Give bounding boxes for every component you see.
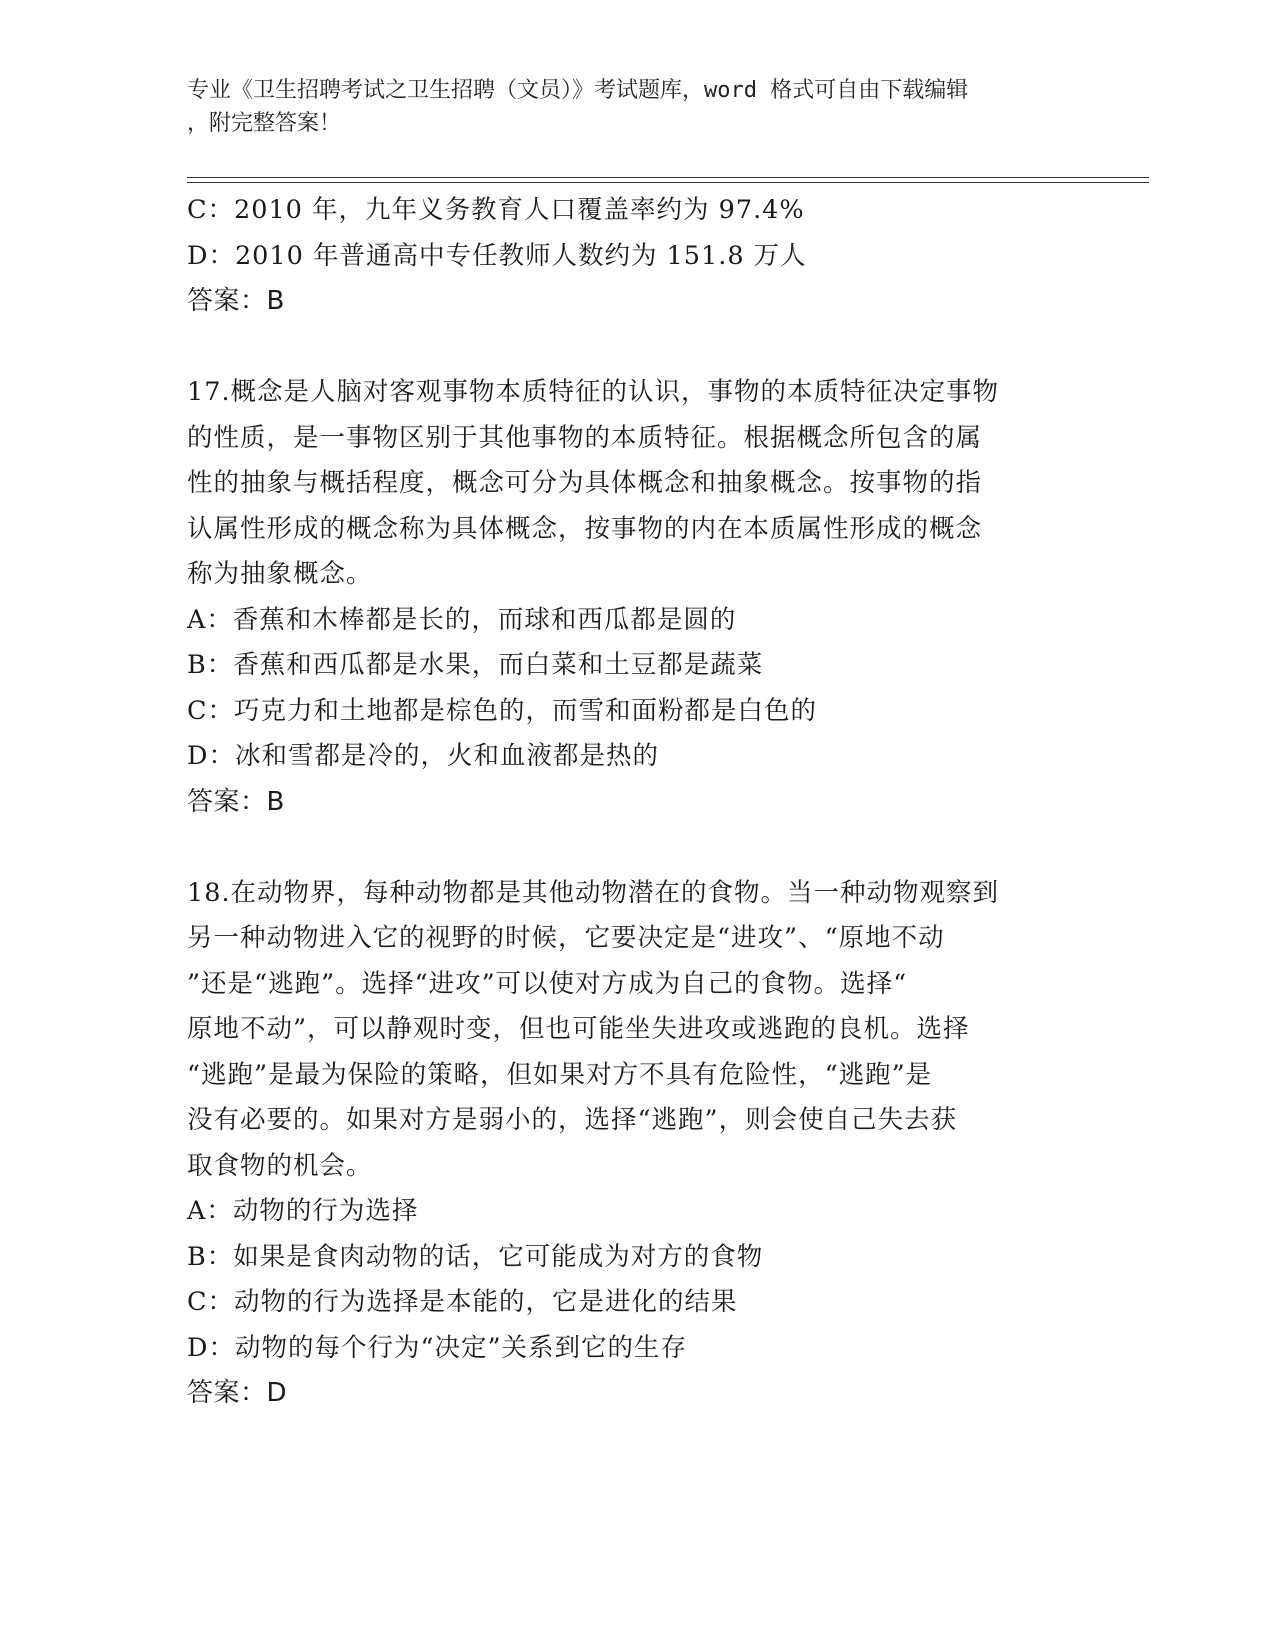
q18-option-c: C：动物的行为选择是本能的，它是进化的结果 xyxy=(187,1287,738,1317)
q17-option-c: C：巧克力和土地都是棕色的，而雪和面粉都是白色的 xyxy=(187,695,818,726)
q17-option-d: D：冰和雪都是冷的，火和血液都是热的 xyxy=(187,741,659,771)
prev-option-d: D：2010 年普通高中专任教师人数约为 151.8 万人 xyxy=(187,240,807,271)
q17-stem-line: 17.概念是人脑对客观事物本质特征的认识，事物的本质特征决定事物 xyxy=(187,377,1000,407)
header-divider-bottom xyxy=(187,182,1149,183)
spacer xyxy=(187,825,1087,871)
q17-stem-line: 的性质，是一事物区别于其他事物的本质特征。根据概念所包含的属 xyxy=(187,422,983,453)
question-content xyxy=(187,188,1087,1417)
q17-stem-line: 性的抽象与概括程度，概念可分为具体概念和抽象概念。按事物的指 xyxy=(187,468,983,498)
header-divider-top xyxy=(187,177,1149,178)
q18-option-d: D：动物的每个行为“决定”关系到它的生存 xyxy=(187,1332,688,1363)
q18-stem-line: ”还是“逃跑”。选择“进攻”可以使对方成为自己的食物。选择“ xyxy=(187,968,908,999)
q18-stem-line: 取食物的机会。 xyxy=(187,1150,373,1181)
header-title-line-1: 专业《卫生招聘考试之卫生招聘（文员）》考试题库，word 格式可自由下载编辑 xyxy=(187,78,969,103)
q18-answer: 答案：D xyxy=(187,1378,288,1408)
q18-stem-line: 原地不动”，可以静观时变，但也可能坐失进攻或逃跑的良机。选择 xyxy=(187,1014,970,1044)
prev-answer: 答案：B xyxy=(187,286,285,316)
q17-option-b: B：香蕉和西瓜都是水果，而白菜和土豆都是蔬菜 xyxy=(187,650,764,680)
page-header xyxy=(187,74,1087,140)
q18-stem-line: 18.在动物界，每种动物都是其他动物潜在的食物。当一种动物观察到 xyxy=(187,877,1000,908)
q18-option-b: B：如果是食肉动物的话，它可能成为对方的食物 xyxy=(187,1241,764,1272)
q17-option-a: A：香蕉和木棒都是长的，而球和西瓜都是圆的 xyxy=(187,604,737,635)
q18-stem-line: 没有必要的。如果对方是弱小的，选择“逃跑”，则会使自己失去获 xyxy=(187,1105,958,1135)
q17-answer: 答案：B xyxy=(187,786,285,817)
prev-option-c: C：2010 年，九年义务教育人口覆盖率约为 97.4% xyxy=(187,195,805,225)
spacer xyxy=(187,325,1087,371)
header-title-line-2: ，附完整答案！ xyxy=(187,111,342,136)
question-18 xyxy=(187,871,1087,1417)
q18-option-a: A：动物的行为选择 xyxy=(187,1196,419,1226)
q18-stem-line: “逃跑”是最为保险的策略，但如果对方不具有危险性，“逃跑”是 xyxy=(187,1059,933,1090)
q17-stem-line: 认属性形成的概念称为具体概念，按事物的内在本质属性形成的概念 xyxy=(187,513,983,544)
question-17 xyxy=(187,370,1087,825)
q18-stem-line: 另一种动物进入它的视野的时候，它要决定是“进攻”、“原地不动 xyxy=(187,923,945,953)
q17-stem-line: 称为抽象概念。 xyxy=(187,559,373,589)
